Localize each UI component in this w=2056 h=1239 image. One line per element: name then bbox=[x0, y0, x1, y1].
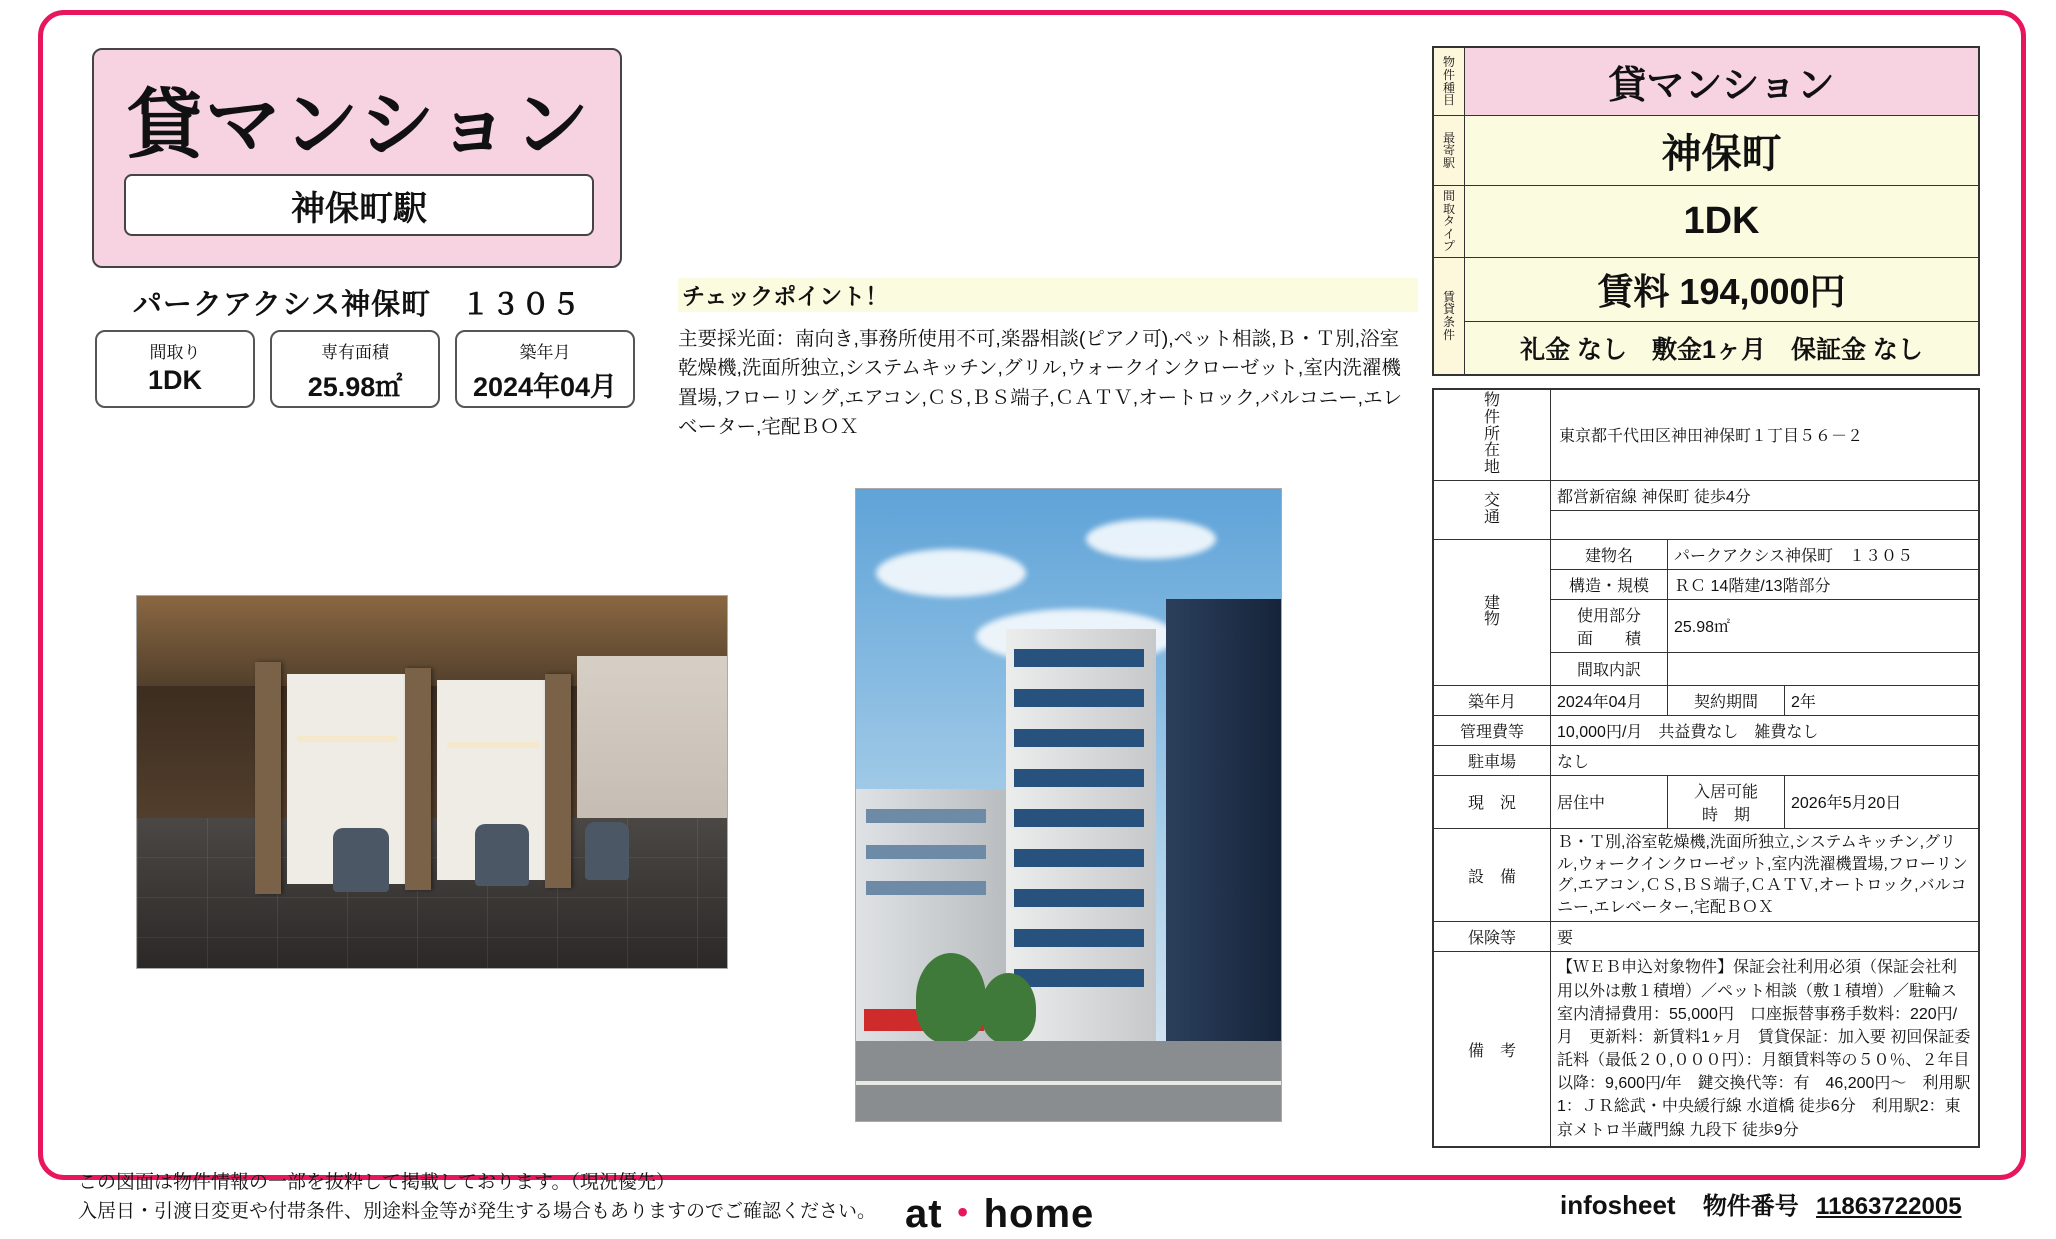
detail-label-traffic: 交 通 bbox=[1433, 480, 1551, 539]
detail-status: 居住中 bbox=[1551, 775, 1668, 828]
booth-divider bbox=[255, 662, 281, 894]
summary-label-category: 物 件 種 目 bbox=[1433, 47, 1465, 116]
detail-traffic-2 bbox=[1551, 510, 1980, 539]
summary-table bbox=[1432, 46, 1980, 376]
street-tree bbox=[916, 953, 986, 1043]
detail-mgmt: 10,000円/月 共益費なし 雑費なし bbox=[1551, 715, 1980, 745]
street-tree bbox=[981, 973, 1036, 1043]
detail-label-parking: 駐車場 bbox=[1433, 745, 1551, 775]
athome-brand-2: home bbox=[983, 1192, 1095, 1236]
property-no-value: 11863722005 bbox=[1816, 1193, 1962, 1220]
footer-disclaimer-line2: 入居日・引渡日変更や付帯条件、別途料金等が発生する場合もありますのでご確認ください。 bbox=[78, 1201, 877, 1223]
detail-label-building-name: 建物名 bbox=[1551, 539, 1668, 569]
checkpoint-body: 主要採光面：南向き,事務所使用不可,楽器相談(ピアノ可),ペット相談,Ｂ・Ｔ別,浴室乾燥機,洗面所独立,システムキッチン,グリル,ウォークインクローゼット,室内洗濯機置場,フローリング,エアコン,ＣＳ,ＢＳ端子,ＣＡＴＶ,オートロック,バルコニー,エレベーター,宅配ＢＯＸ bbox=[678, 328, 1403, 438]
detail-address: 東京都千代田区神田神保町１丁目５６－２ bbox=[1551, 389, 1980, 480]
photo-exterior bbox=[855, 488, 1282, 1122]
footer-disclaimer bbox=[78, 1168, 978, 1227]
right-panel bbox=[1432, 46, 1980, 1148]
athome-logo bbox=[905, 1182, 1094, 1239]
light-strip bbox=[447, 742, 539, 748]
station-title: 神保町駅 bbox=[124, 174, 594, 236]
detail-built: 2024年04月 bbox=[1551, 685, 1668, 715]
infosheet-footer bbox=[1560, 1186, 1962, 1221]
light-strip bbox=[297, 736, 397, 742]
checkpoint-title: チェックポイント！ bbox=[678, 278, 1418, 312]
category-title: 貸マンション bbox=[126, 83, 592, 168]
spec-built bbox=[455, 330, 635, 408]
detail-insurance: 要 bbox=[1551, 922, 1980, 952]
detail-label-notes: 備 考 bbox=[1433, 952, 1551, 1147]
summary-label-layout: 間 取 タ イ プ bbox=[1433, 186, 1465, 258]
summary-category: 貸マンション bbox=[1465, 47, 1980, 116]
photo-workspace bbox=[136, 595, 728, 969]
summary-label-station: 最 寄 駅 bbox=[1433, 116, 1465, 186]
detail-label-area: 使用部分 面 積 bbox=[1551, 599, 1668, 652]
detail-label-insurance: 保険等 bbox=[1433, 922, 1551, 952]
detail-building-name: パークアクシス神保町 １３０５ bbox=[1668, 539, 1980, 569]
property-no-label: 物件番号 bbox=[1702, 1193, 1799, 1220]
detail-table bbox=[1432, 388, 1980, 1148]
athome-brand-1: at bbox=[905, 1192, 943, 1236]
summary-station: 神保町 bbox=[1465, 116, 1980, 186]
building-name-heading: パークアクシス神保町 １３０５ bbox=[132, 289, 582, 321]
cloud bbox=[876, 549, 1026, 597]
detail-label-structure: 構造・規模 bbox=[1551, 569, 1668, 599]
detail-notes: 【ＷＥＢ申込対象物件】保証会社利用必須（保証会社利用以外は敷１積増）／ペット相談（敷１積増）／駐輪ス 室内清掃費用：55,000円 口座振替事務手数料：220円/月 更新料：新賃料1ヶ月 賃貸保証：加入要 初回保証委託料（最低２０,０００円）：月額賃料等の５０％、２年目以降：9,600円/年 鍵交換代等：有 46,200円～ 利用駅1：ＪＲ総武・中央緩行線 水道橋 徒歩6分 利用駅2：東京メトロ半蔵門線 九段下 徒歩9分 bbox=[1551, 952, 1980, 1147]
spec-area bbox=[270, 330, 440, 408]
booth-divider bbox=[405, 668, 431, 890]
spec-layout-label: 間取り bbox=[149, 343, 201, 362]
detail-equipment: Ｂ・Ｔ別,浴室乾燥機,洗面所独立,システムキッチン,グリル,ウォークインクローゼット,室内洗濯機置場,フローリング,エアコン,ＣＳ,ＢＳ端子,ＣＡＴＶ,オートロック,バルコニー,エレベーター,宅配ＢＯＸ bbox=[1551, 828, 1980, 921]
neighbor-building-right bbox=[1166, 599, 1281, 1099]
detail-label-address: 物 件 所 在 地 bbox=[1433, 389, 1551, 480]
detail-plan bbox=[1668, 652, 1980, 685]
detail-area: 25.98㎡ bbox=[1668, 599, 1980, 652]
chair bbox=[475, 824, 529, 886]
spec-layout bbox=[95, 330, 255, 408]
floor bbox=[137, 818, 727, 968]
detail-label-building: 建 物 bbox=[1433, 539, 1551, 685]
detail-label-built: 築年月 bbox=[1433, 685, 1551, 715]
chair bbox=[585, 822, 629, 880]
footer-disclaimer-line1: この図面は物件情報の一部を抜粋して掲載しております。（現況優先） bbox=[78, 1172, 675, 1193]
category-title-box bbox=[92, 48, 622, 268]
athome-brand-dot: ・ bbox=[942, 1192, 984, 1236]
spec-built-label: 築年月 bbox=[519, 343, 571, 362]
detail-traffic-1: 都営新宿線 神保町 徒歩4分 bbox=[1551, 480, 1980, 510]
summary-rent: 賃料 194,000円 bbox=[1465, 257, 1980, 321]
summary-layout: 1DK bbox=[1465, 186, 1980, 258]
detail-parking: なし bbox=[1551, 745, 1980, 775]
detail-label-status: 現 況 bbox=[1433, 775, 1551, 828]
detail-label-contract: 契約期間 bbox=[1668, 685, 1785, 715]
summary-conditions: 礼金 なし 敷金1ヶ月 保証金 なし bbox=[1465, 321, 1980, 375]
summary-label-rent-terms: 賃 貸 条 件 bbox=[1433, 257, 1465, 375]
chair bbox=[333, 828, 389, 892]
cloud bbox=[1086, 519, 1216, 559]
infosheet-label: infosheet bbox=[1560, 1190, 1676, 1220]
spec-area-label: 専有面積 bbox=[321, 343, 389, 362]
road-marking bbox=[856, 1081, 1281, 1085]
spec-area-value: 25.98㎡ bbox=[307, 372, 403, 402]
detail-label-plan: 間取内訳 bbox=[1551, 652, 1668, 685]
detail-label-available: 入居可能 時 期 bbox=[1668, 775, 1785, 828]
spec-built-value: 2024年04月 bbox=[472, 372, 618, 402]
booth-divider bbox=[545, 674, 571, 888]
detail-structure: ＲＣ 14階建/13階部分 bbox=[1668, 569, 1980, 599]
spec-row bbox=[95, 330, 635, 408]
detail-label-mgmt: 管理費等 bbox=[1433, 715, 1551, 745]
detail-contract: 2年 bbox=[1785, 685, 1980, 715]
spec-layout-value: 1DK bbox=[147, 365, 202, 395]
detail-label-equipment: 設 備 bbox=[1433, 828, 1551, 921]
detail-available: 2026年5月20日 bbox=[1785, 775, 1980, 828]
